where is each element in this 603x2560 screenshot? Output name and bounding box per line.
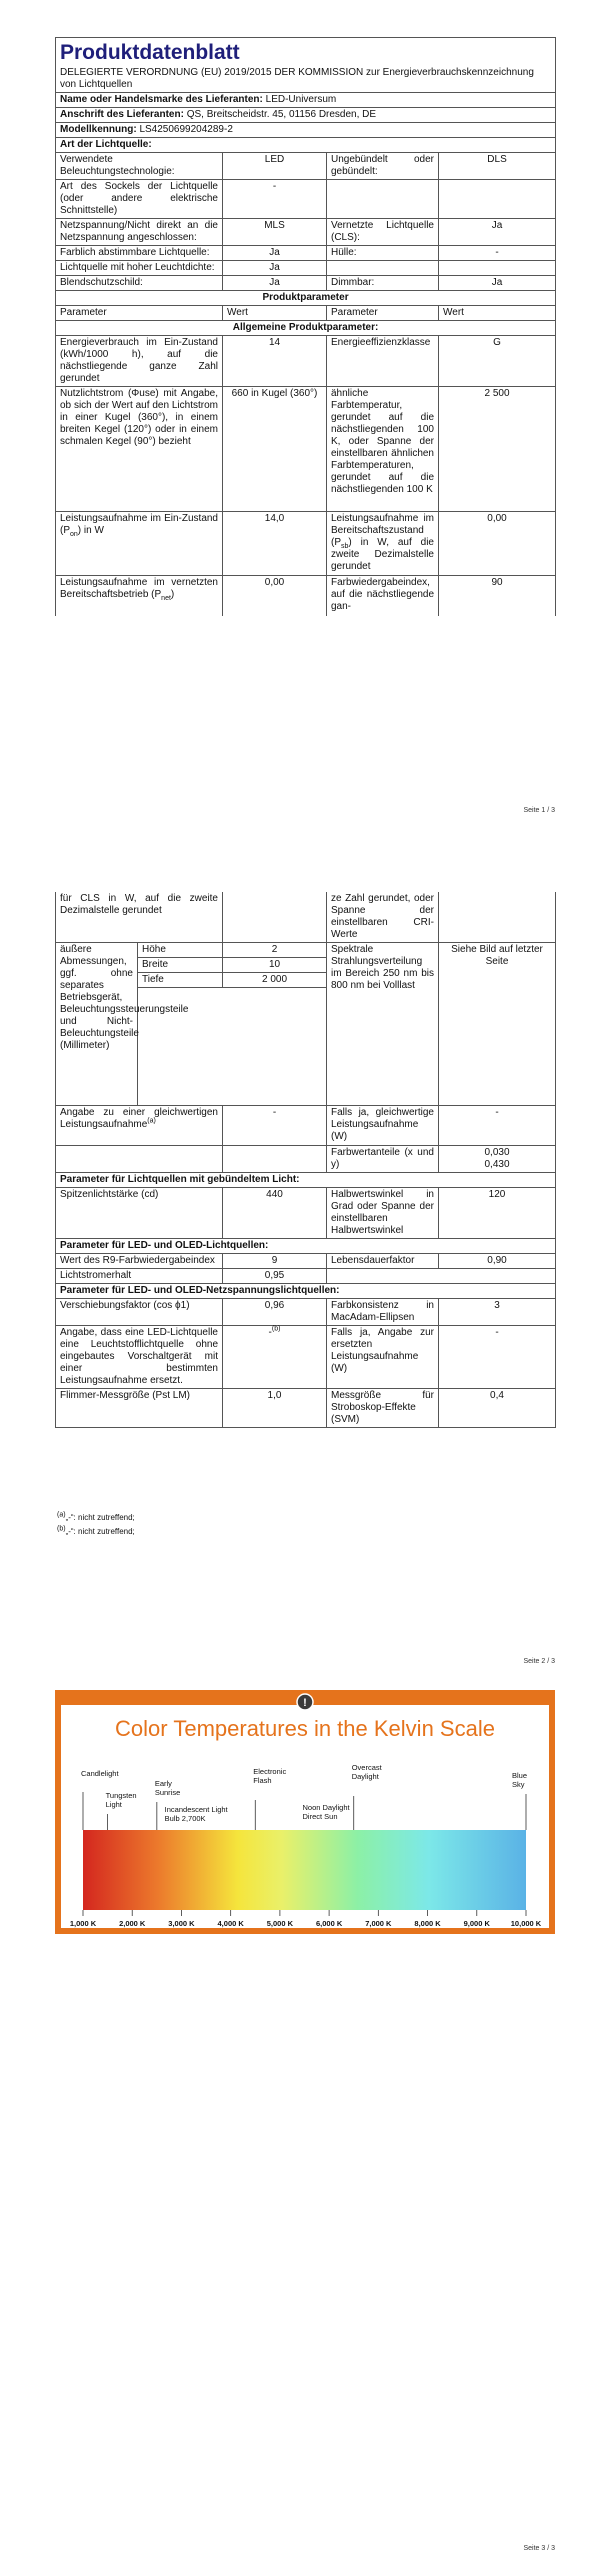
eclass-value: G — [439, 336, 556, 387]
cap-label: Art des Sockels der Lichtquelle (oder andere elektrische Schnittstelle) — [56, 180, 223, 219]
supplier-name-row: Name oder Handelsmarke des Lieferanten: LED-Universum — [56, 93, 556, 108]
connected-label: Vernetzte Lichtquelle (CLS): — [327, 219, 439, 246]
flicker-value: 1,0 — [223, 1389, 327, 1428]
page-title: Produktdatenblatt — [60, 41, 240, 64]
marker-label: Electronic Flash — [253, 1767, 287, 1785]
flux-label: Nutzlichtstrom (Φuse) mit Angabe, ob sich der Wert auf den Lichtstrom in einer Kugel (360°), in einem breiten Kegel (120°) oder in einem schmalen Kegel (90°) bezieht — [56, 387, 223, 512]
cri-label-cont: ze Zahl gerundet, oder Spanne der einstellbaren CRI-Werte — [327, 892, 439, 943]
tech-value: LED — [223, 153, 327, 180]
survival-label: Lebensdauerfaktor — [327, 1254, 439, 1269]
cri-value: 90 — [439, 576, 556, 616]
datasheet-table-page1 — [55, 37, 556, 616]
envelope-label: Hülle: — [327, 246, 439, 261]
spd-label: Spektrale Strahlungsverteilung im Bereich 250 nm bis 800 nm bei Volllast — [327, 943, 439, 1106]
regulation-text: DELEGIERTE VERORDNUNG (EU) 2019/2015 DER KOMMISSION zur Energieverbrauchskennzeichnung von Lichtquellen — [56, 66, 556, 93]
mains-label: Netzspannung/Nicht direkt an die Netzspannung angeschlossen: — [56, 219, 223, 246]
peak-label: Spitzenlichtstärke (cd) — [56, 1188, 223, 1239]
axis-tick-label: 7,000 K — [365, 1919, 392, 1928]
axis-tick-label: 5,000 K — [266, 1919, 294, 1928]
footnote-b: $^{(b)}$„-“: nicht zutreffend; — [57, 1525, 135, 1536]
marker-label: Blue Sky — [512, 1771, 528, 1789]
envelope-value: - — [439, 246, 556, 261]
pon-value: 14,0 — [223, 512, 327, 576]
marker-label: Incandescent Light Bulb 2,700K — [164, 1805, 228, 1823]
svm-value: 0,4 — [439, 1389, 556, 1428]
axis-tick-label: 1,000 K — [69, 1919, 97, 1928]
hl-value: Ja — [223, 261, 327, 276]
maint-value: 0,95 — [223, 1269, 327, 1284]
mains-value: MLS — [223, 219, 327, 246]
mains-header: Parameter für LED- und OLED-Netzspannungslichtquellen: — [56, 1284, 556, 1299]
axis-tick-label: 2,000 K — [119, 1919, 146, 1928]
beam-value: 120 — [439, 1188, 556, 1239]
page-2 — [0, 840, 603, 1700]
chart-title: Color Temperatures in the Kelvin Scale — [115, 1716, 495, 1741]
replace-claim-value: - — [439, 1326, 556, 1389]
col-param-2: Parameter — [327, 306, 439, 321]
energy-value: 14 — [223, 336, 327, 387]
axis-tick-label: 4,000 K — [217, 1919, 244, 1928]
dimmable-value: Ja — [439, 276, 556, 291]
col-value-1: Wert — [223, 306, 327, 321]
flux-value: 660 in Kugel (360°) — [223, 387, 327, 512]
params-header: Produktparameter — [56, 291, 556, 306]
depth-value: 2 000 — [223, 973, 327, 988]
depth-label: Tiefe — [138, 973, 223, 988]
cct-label: ähnliche Farbtemperatur, gerundet auf die nächstliegenden 100 K, oder Spanne der einstellbaren ähnlichen Farbtemperaturen, gerundet auf die nächstliegenden 100 K — [327, 387, 439, 512]
marker-label: Overcast Daylight — [351, 1763, 382, 1781]
col-param-1: Parameter — [56, 306, 223, 321]
equiv-power-value: - — [439, 1106, 556, 1146]
marker-label: Tungsten Light — [105, 1791, 137, 1809]
beam-label: Halbwertswinkel in Grad oder Spanne der einstellbaren Halbwertswinkel — [327, 1188, 439, 1239]
nondirectional-value: DLS — [439, 153, 556, 180]
spd-value: Siehe Bild auf letzter Seite — [439, 943, 556, 1106]
pnet-label-cont: für CLS in W, auf die zweite Dezimalstelle gerundet — [56, 892, 223, 943]
marker-label: Candlelight — [81, 1769, 119, 1778]
axis-tick-label: 10,000 K — [510, 1919, 542, 1928]
pnet-label: Leistungsaufnahme im vernetzten Bereitschaftsbetrieb $(P_{net})$ — [56, 576, 223, 616]
dimmable-label: Dimmbar: — [327, 276, 439, 291]
width-label: Breite — [138, 958, 223, 973]
equiv-value: - — [223, 1106, 327, 1146]
macadam-value: 3 — [439, 1299, 556, 1326]
psb-value: 0,00 — [439, 512, 556, 576]
dims-label: äußere Abmessungen, ggf. ohne separates Betriebsgerät, Beleuchtungssteuerungsteile und Nicht-Beleuchtungsteile (Millimeter) — [56, 943, 138, 1106]
datasheet-table-page2 — [55, 892, 556, 1428]
model-row: Modellkennung: LS4250699204289-2 — [56, 123, 556, 138]
dls-header: Parameter für Lichtquellen mit gebündeltem Licht: — [56, 1173, 556, 1188]
kelvin-scale-figure — [55, 1690, 555, 1934]
color-gradient-bar — [83, 1830, 526, 1910]
dpf-label: Verschiebungsfaktor (cos ϕ1) — [56, 1299, 223, 1326]
light-source-type-header: Art der Lichtquelle: — [56, 138, 556, 153]
cap-value: - — [223, 180, 327, 219]
nondirectional-label: Ungebündelt oder gebündelt: — [327, 153, 439, 180]
replace-value: -$^{(b)}$ — [223, 1326, 327, 1389]
equiv-power-label: Falls ja, gleichwertige Leistungsaufnahme (W) — [327, 1106, 439, 1146]
r9-label: Wert des R9-Farbwiedergabeindex — [56, 1254, 223, 1269]
cri-label: Farbwiedergabeindex, auf die nächstliegende gan- — [327, 576, 439, 616]
pon-label: Leistungsaufnahme im Ein-Zustand $(P_{on})$ in W — [56, 512, 223, 576]
kelvin-scale-chart — [55, 1690, 555, 1934]
macadam-label: Farbkonsistenz in MacAdam-Ellipsen — [327, 1299, 439, 1326]
general-params-header: Allgemeine Produktparameter: — [56, 321, 556, 336]
axis-tick-label: 3,000 K — [168, 1919, 195, 1928]
eclass-label: Energieeffizienzklasse — [327, 336, 439, 387]
maint-label: Lichtstromerhalt — [56, 1269, 223, 1284]
axis-tick-label: 8,000 K — [414, 1919, 441, 1928]
height-value: 2 — [223, 943, 327, 958]
equiv-label: Angabe zu einer gleichwertigen Leistungsaufnahme$^{(a)}$ — [56, 1106, 223, 1146]
page-number-3: Seite 3 / 3 — [523, 2545, 555, 2552]
glare-label: Blendschutzschild: — [56, 276, 223, 291]
page-number-1: Seite 1 / 3 — [523, 807, 555, 814]
footnote-a: $^{(a)}$„-“: nicht zutreffend; — [57, 1511, 135, 1522]
page-1 — [0, 0, 603, 820]
glare-value: Ja — [223, 276, 327, 291]
tunable-label: Farblich abstimmbare Lichtquelle: — [56, 246, 223, 261]
tech-label: Verwendete Beleuchtungstechnologie: — [56, 153, 223, 180]
marker-label: Noon Daylight Direct Sun — [302, 1803, 350, 1821]
axis-tick-label: 6,000 K — [315, 1919, 343, 1928]
replace-label: Angabe, dass eine LED-Lichtquelle eine Leuchtstofflichtquelle ohne eingebautes Vorschaltgerät mit einer bestimmten Leistungsaufnahme ersetzt. — [56, 1326, 223, 1389]
psb-label: Leistungsaufnahme im Bereitschaftszustand $(P_{sb})$ in W, auf die zweite Dezimalstelle gerundet — [327, 512, 439, 576]
axis-tick-label: 9,000 K — [463, 1919, 490, 1928]
flicker-label: Flimmer-Messgröße (Pst LM) — [56, 1389, 223, 1428]
cct-value: 2 500 — [439, 387, 556, 512]
replace-claim-label: Falls ja, Angabe zur ersetzten Leistungsaufnahme (W) — [327, 1326, 439, 1389]
dpf-value: 0,96 — [223, 1299, 327, 1326]
supplier-address-row: Anschrift des Lieferanten: QS, Breitscheidstr. 45, 01156 Dresden, DE — [56, 108, 556, 123]
chroma-values: 0,030 0,430 — [439, 1146, 556, 1173]
tunable-value: Ja — [223, 246, 327, 261]
peak-value: 440 — [223, 1188, 327, 1239]
connected-value: Ja — [439, 219, 556, 246]
chroma-label: Farbwertanteile (x und y) — [327, 1146, 439, 1173]
marker-label: Early Sunrise — [154, 1779, 181, 1797]
height-label: Höhe — [138, 943, 223, 958]
r9-value: 9 — [223, 1254, 327, 1269]
info-icon-glyph: ! — [303, 1697, 307, 1709]
col-value-2: Wert — [439, 306, 556, 321]
survival-value: 0,90 — [439, 1254, 556, 1269]
led-header: Parameter für LED- und OLED-Lichtquellen: — [56, 1239, 556, 1254]
pnet-value: 0,00 — [223, 576, 327, 616]
width-value: 10 — [223, 958, 327, 973]
svm-label: Messgröße für Stroboskop-Effekte (SVM) — [327, 1389, 439, 1428]
energy-label: Energieverbrauch im Ein-Zustand (kWh/1000 h), auf die nächstliegende ganze Zahl gerundet — [56, 336, 223, 387]
hl-label: Lichtquelle mit hoher Leuchtdichte: — [56, 261, 223, 276]
page-number-2: Seite 2 / 3 — [523, 1658, 555, 1665]
